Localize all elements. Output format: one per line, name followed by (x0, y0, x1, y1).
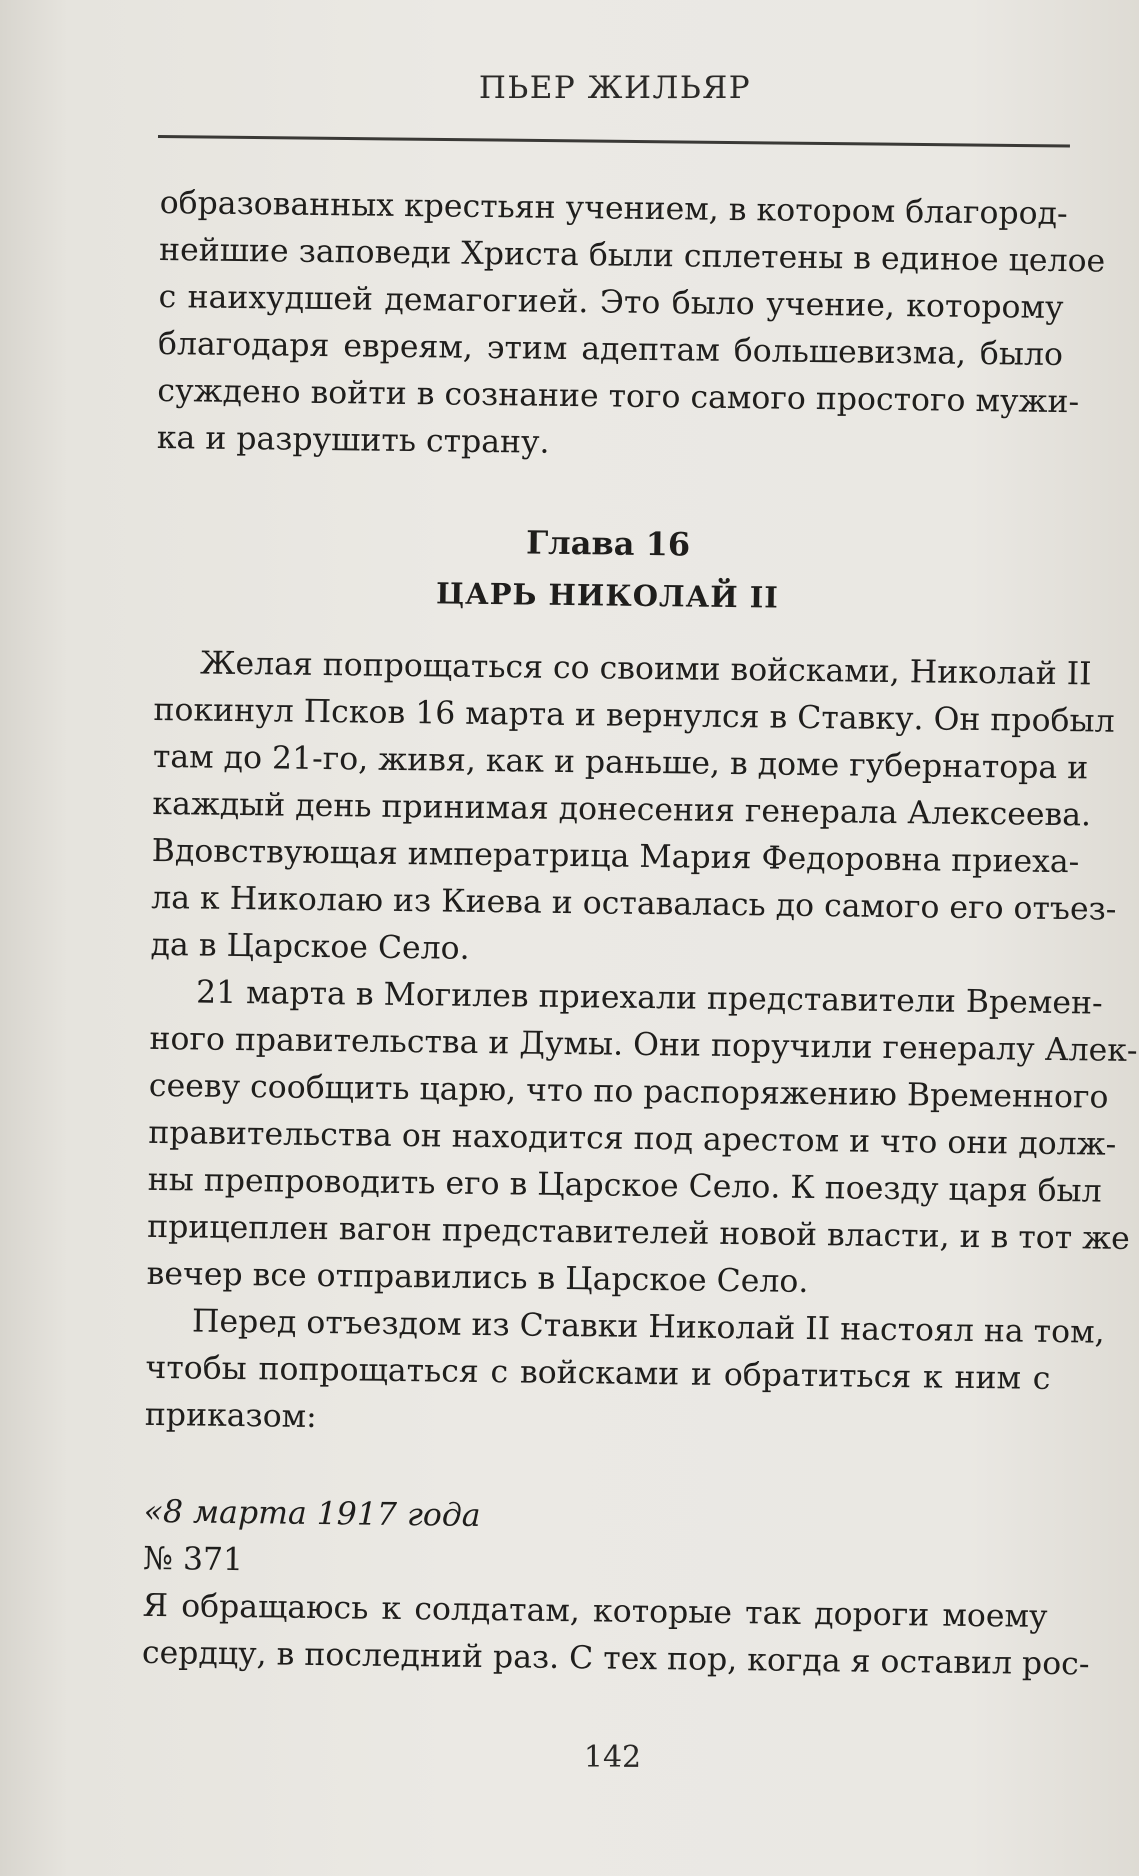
text-line: Желая попрощаться со своими войсками, Николай II (199, 645, 1092, 693)
text-line: образованных крестьян учением, в котором благород- (159, 184, 1068, 233)
running-header: ПЬЕР ЖИЛЬЯР (478, 70, 752, 106)
text-line: приказом: (144, 1396, 318, 1436)
text-line: сердцу, в последний раз. С тех пор, когда я оставил рос- (141, 1634, 1090, 1683)
text-line: сееву сообщить царю, что по распоряжению Временного (148, 1067, 1109, 1116)
text-line: ны препроводить его в Царское Село. К поезду царя был (147, 1161, 1102, 1210)
order-date: «8 марта 1917 года (143, 1493, 481, 1535)
paragraph-3 (146, 969, 1138, 1309)
text-line: ного правительства и Думы. Они поручили генералу Алек- (149, 1020, 1138, 1070)
text-line: покинул Псков 16 марта и вернулся в Ставку. Он пробыл (153, 691, 1115, 740)
order-number: № 371 (142, 1540, 244, 1579)
page-number: 142 (583, 1740, 642, 1775)
paragraph-2 (150, 640, 1117, 980)
text-line: каждый день принимая донесения генерала Алексеева. (152, 785, 1092, 834)
text-line: 21 марта в Могилев приехали представители Времен- (195, 974, 1103, 1022)
text-line: прицеплен вагон представителей новой власти, и в тот же (146, 1208, 1131, 1257)
text-line: вечер все отправились в Царское Село. (146, 1255, 809, 1301)
text-line: нейшие заповеди Христа были сплетены в единое целое (158, 231, 1106, 280)
text-line: там до 21-го, живя, как и раньше, в доме губернатора и (152, 738, 1089, 787)
text-line: правительства он находится под арестом и что они долж- (148, 1114, 1117, 1163)
text-line: благодаря евреям, этим адептам большевизма, было (157, 325, 1064, 374)
chapter-title: ЦАРЬ НИКОЛАЙ II (435, 576, 780, 615)
text-line: ка и разрушить страну. (156, 419, 550, 461)
header-rule (158, 135, 1070, 148)
paragraph-1 (156, 180, 1106, 473)
order-quote (141, 1489, 1090, 1688)
text-line: Я обращаюсь к солдатам, которые так дороги моему (142, 1587, 1048, 1635)
text-line: ла к Николаю из Киева и оставалась до самого его отъез- (151, 879, 1117, 928)
text-line: да в Царское Село. (150, 926, 470, 967)
text-line: чтобы попрощаться с войсками и обратиться к ним с (145, 1349, 1051, 1397)
page-body (141, 180, 1138, 1688)
chapter-number: Глава 16 (525, 523, 691, 564)
text-line: Вдовствующая императрица Мария Федоровна приеха- (151, 832, 1080, 881)
text-line: Перед отъездом из Ставки Николай II настоял на том, (191, 1303, 1105, 1351)
paragraph-4 (144, 1298, 1105, 1450)
text-line: суждено войти в сознание того самого простого мужи- (157, 372, 1080, 421)
text-line: с наихудшей демагогией. Это было учение, которому (158, 278, 1064, 327)
